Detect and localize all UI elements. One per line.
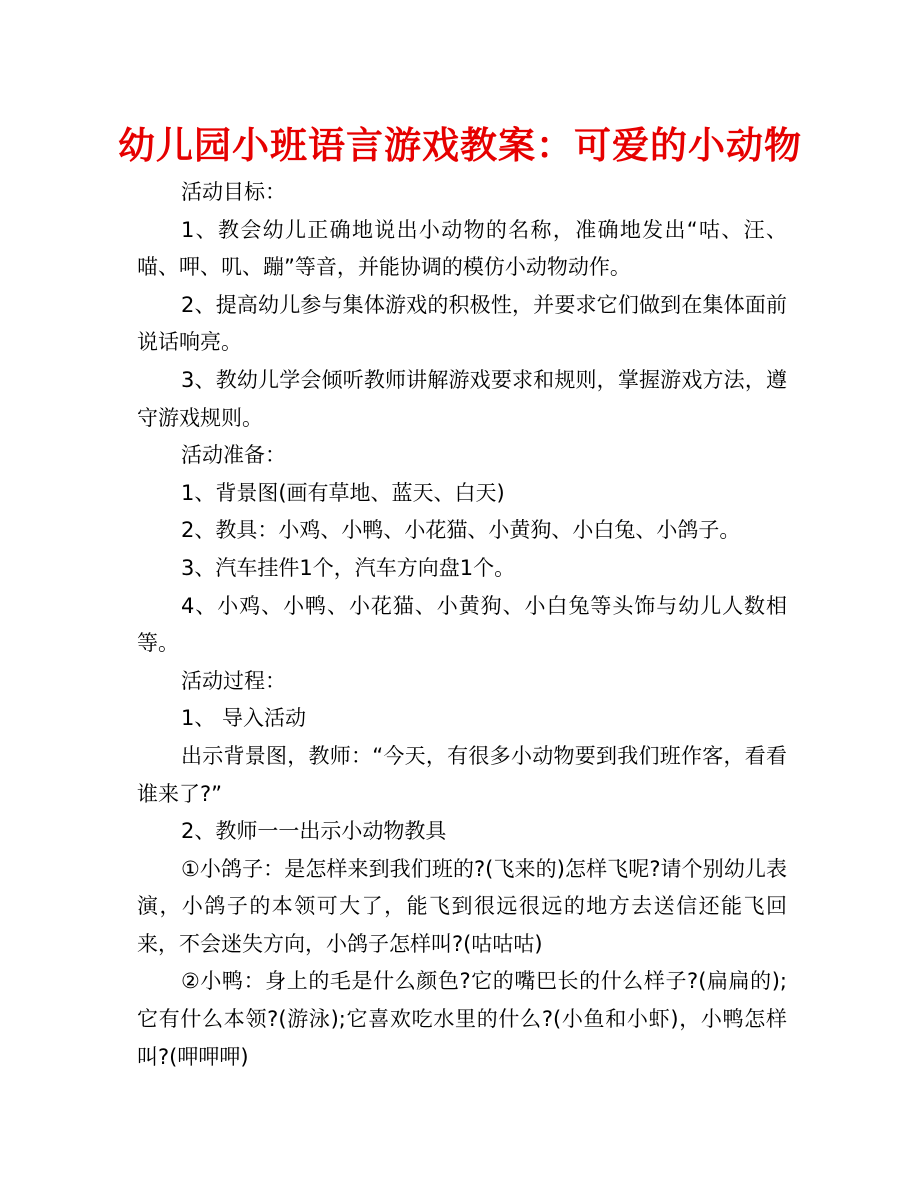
paragraph: 2、教师一一出示小动物教具 xyxy=(181,819,447,844)
paragraph: 1、 导入活动 xyxy=(181,706,307,731)
paragraph: 2、提高幼儿参与集体游戏的积极性，并要求它们做到在集体面前说话响亮。 xyxy=(137,292,787,355)
paragraph: ②小鸭：身上的毛是什么颜色?它的嘴巴长的什么样子?(扁扁的);它有什么本领?(游泳);它喜欢吃水里的什么?(小鱼和小虾)，小鸭怎样叫?(呷呷呷) xyxy=(137,969,787,1069)
paragraph: 出示背景图，教师：“今天，有很多小动物要到我们班作客，看看谁来了?” xyxy=(137,743,787,806)
paragraph: 2、教具：小鸡、小鸭、小花猫、小黄狗、小白兔、小鸽子。 xyxy=(181,518,741,543)
paragraph: 3、教幼儿学会倾听教师讲解游戏要求和规则，掌握游戏方法，遵守游戏规则。 xyxy=(137,367,787,430)
paragraph: 1、教会幼儿正确地说出小动物的名称，准确地发出“咕、汪、喵、呷、叽、蹦”等音，并能协调的模仿小动物动作。 xyxy=(137,217,787,280)
document-body xyxy=(137,174,787,1076)
section-heading-goals: 活动目标： xyxy=(181,180,286,204)
section-heading-process: 活动过程： xyxy=(181,668,286,693)
section-heading-preparation: 活动准备： xyxy=(181,443,286,468)
paragraph: 3、汽车挂件1个，汽车方向盘1个。 xyxy=(181,555,516,580)
paragraph: 4、小鸡、小鸭、小花猫、小黄狗、小白兔等头饰与幼儿人数相等。 xyxy=(137,593,787,656)
paragraph: ①小鸽子：是怎样来到我们班的?(飞来的)怎样飞呢?请个别幼儿表演，小鸽子的本领可大了，能飞到很远很远的地方去送信还能飞回来，不会迷失方向，小鸽子怎样叫?(咕咕咕) xyxy=(137,856,787,956)
document-title: 幼儿园小班语言游戏教案：可爱的小动物 xyxy=(118,124,802,167)
paragraph: 1、背景图(画有草地、蓝天、白天) xyxy=(181,480,505,505)
